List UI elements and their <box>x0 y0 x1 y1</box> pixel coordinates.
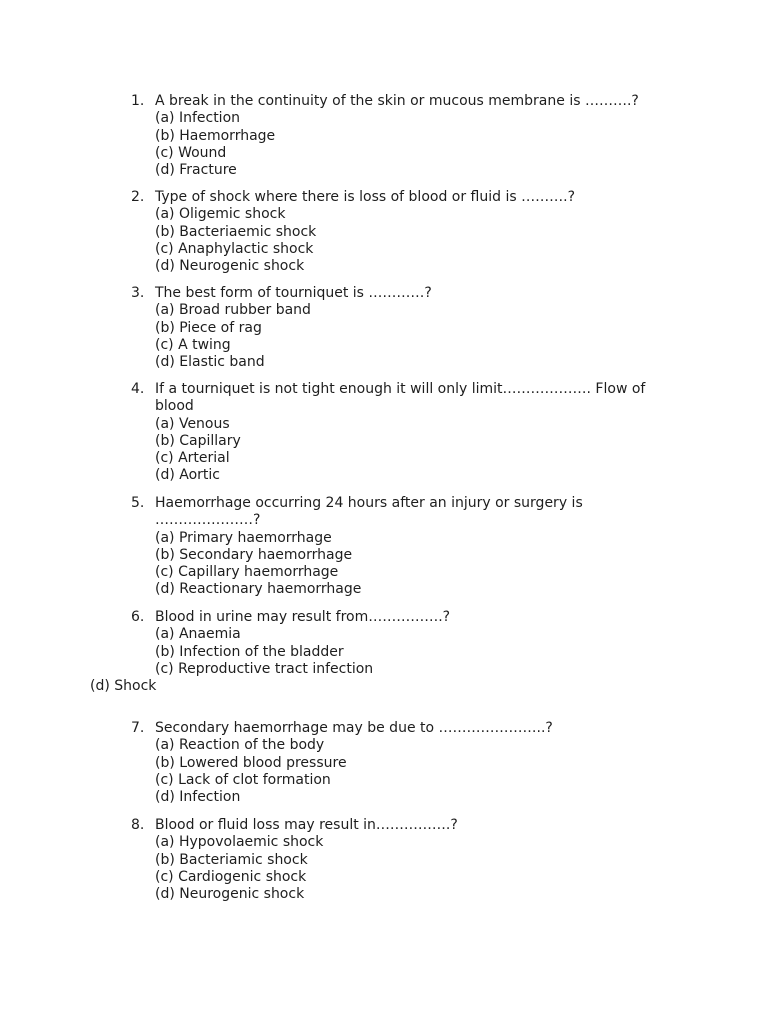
option-d: (d) Neurogenic shock <box>155 258 305 275</box>
question-text: The best form of tourniquet is …………? <box>155 285 432 301</box>
option-c: (c) Arterial <box>155 450 230 467</box>
option-a: (a) Infection <box>155 110 241 127</box>
question-1 <box>0 93 768 179</box>
question-text: Blood or fluid loss may result in…………….? <box>155 817 458 833</box>
question-number: 5. <box>131 495 145 511</box>
option-b: (b) Bacteriaemic shock <box>155 223 317 240</box>
question-number: 8. <box>131 817 145 833</box>
option-b: (b) Haemorrhage <box>155 127 276 144</box>
option-c: (c) Anaphylactic shock <box>155 240 314 257</box>
option-a: (a) Venous <box>155 415 230 432</box>
option-c: (c) Cardiogenic shock <box>155 868 307 885</box>
question-number: 1. <box>131 93 145 109</box>
option-b: (b) Secondary haemorrhage <box>155 546 353 563</box>
question-5 <box>0 495 768 599</box>
question-number: 3. <box>131 285 145 301</box>
option-c: (c) Wound <box>155 144 227 161</box>
question-text: Haemorrhage occurring 24 hours after an injury or surgery is …………………? <box>155 495 583 529</box>
option-d: (d) Reactionary haemorrhage <box>155 581 362 598</box>
question-3 <box>0 285 768 371</box>
question-text: A break in the continuity of the skin or mucous membrane is ……….? <box>155 93 639 109</box>
option-a: (a) Primary haemorrhage <box>155 529 332 546</box>
option-b: (b) Lowered blood pressure <box>155 754 347 771</box>
option-c: (c) Capillary haemorrhage <box>155 564 339 581</box>
option-a: (a) Hypovolaemic shock <box>155 834 324 851</box>
option-d: (d) Fracture <box>155 162 237 179</box>
option-b: (b) Capillary <box>155 432 241 449</box>
option-c: (c) Lack of clot formation <box>155 771 331 788</box>
option-a: (a) Anaemia <box>155 626 241 643</box>
option-c: (c) A twing <box>155 336 231 353</box>
question-text: If a tourniquet is not tight enough it will only limit………………. Flow of blood <box>155 381 646 415</box>
question-text: Secondary haemorrhage may be due to …………………..? <box>155 720 553 736</box>
option-d: (d) Elastic band <box>155 354 265 371</box>
option-d: (d) Neurogenic shock <box>155 886 305 903</box>
option-d: (d) Aortic <box>155 467 220 484</box>
question-number: 2. <box>131 189 145 205</box>
option-a: (a) Broad rubber band <box>155 302 311 319</box>
option-d: (d) Shock <box>90 678 157 695</box>
question-6 <box>0 609 768 695</box>
question-7 <box>0 720 768 806</box>
option-a: (a) Reaction of the body <box>155 737 325 754</box>
option-d: (d) Infection <box>155 789 241 806</box>
question-number: 4. <box>131 381 145 397</box>
question-2 <box>0 189 768 275</box>
question-number: 7. <box>131 720 145 736</box>
question-4 <box>0 381 768 485</box>
option-b: (b) Bacteriamic shock <box>155 851 308 868</box>
question-8 <box>0 817 768 903</box>
option-a: (a) Oligemic shock <box>155 206 286 223</box>
question-text: Type of shock where there is loss of blood or fluid is ……….? <box>155 189 575 205</box>
option-b: (b) Infection of the bladder <box>155 643 344 660</box>
question-text: Blood in urine may result from…………….? <box>155 609 451 625</box>
option-b: (b) Piece of rag <box>155 319 262 336</box>
option-c: (c) Reproductive tract infection <box>155 660 374 677</box>
question-number: 6. <box>131 609 145 625</box>
